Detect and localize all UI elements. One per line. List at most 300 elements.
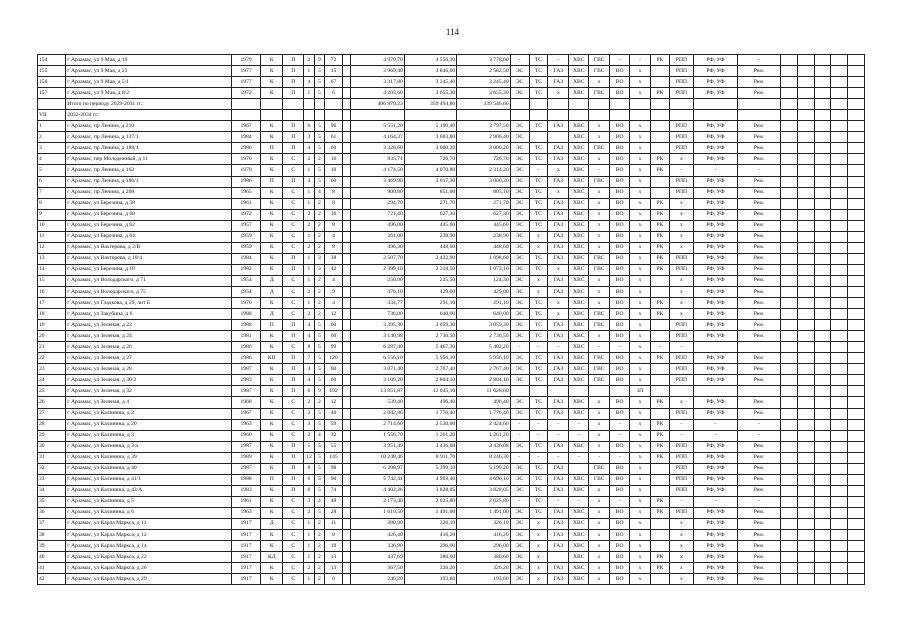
empty-cell [797,309,814,320]
cell-s8 [651,66,670,77]
empty-cell [780,507,797,518]
empty-cell [848,231,865,242]
cell-s1: ЭС [510,574,529,585]
empty-cell [780,66,797,77]
empty-cell [780,375,797,386]
empty-cell [342,309,350,320]
cell-s10: РФ, УФ [693,253,737,264]
cell-addr: г Арзамас, ул Володарского, д 71 [66,275,232,286]
cell-n: 26 [38,397,66,408]
empty-cell [848,541,865,552]
cell-s6: ВО [610,518,630,529]
empty-cell [630,110,651,121]
cell-s10: РФ, УФ [693,286,737,297]
cell-s10: РФ, УФ [693,176,737,187]
empty-cell [780,231,797,242]
cell-s1: ЭС [510,88,529,99]
cell-s5: ГВС [589,474,610,485]
empty-cell [814,485,831,496]
empty-cell [814,275,831,286]
empty-cell [814,231,831,242]
empty-cell [831,187,848,198]
cell-s1: ЭС [510,242,529,253]
empty-cell [797,88,814,99]
cell-e: 5 [314,132,324,143]
cell-year: 1981 [231,331,260,342]
empty-cell [831,331,848,342]
empty-cell [342,110,350,121]
cell-v2: 2 804,10 [404,375,456,386]
cell-addr: г Арзамас, ул Калинина, д 5 [66,496,232,507]
empty-cell [814,331,831,342]
empty-cell [848,331,865,342]
cell-s4: - [569,430,589,441]
cell-n: 2 [38,132,66,143]
empty-cell [831,419,848,430]
cell-s10: РФ, УФ [693,275,737,286]
cell-addr: г Арзамас, пр Ленина, д 186/1 [66,176,232,187]
table-row [38,452,865,463]
empty-cell [831,209,848,220]
empty-cell [797,353,814,364]
cell-s4: ХВС [569,143,589,154]
table-row [38,331,865,342]
empty-cell [797,231,814,242]
table-row [38,541,865,552]
cell-s9: х [669,198,693,209]
cell-s7: х [630,441,651,452]
empty-cell [848,507,865,518]
cell-s11: Рем. [738,209,781,220]
cell-s4: ХВС [569,132,589,143]
cell-s11: - [738,430,781,441]
cell-n: 11 [38,231,66,242]
cell-s1: ЭС [510,474,529,485]
empty-cell [797,530,814,541]
table-row [38,474,865,485]
empty-cell [780,209,797,220]
empty-cell [814,386,831,397]
cell-m: К [261,375,283,386]
cell-s5: х [589,441,610,452]
empty-cell [780,132,797,143]
empty-cell [848,320,865,331]
cell-s9: - [669,165,693,176]
cell-s8 [651,574,670,585]
cell-s11: Рем. [738,242,781,253]
cell-a: 8 [325,187,343,198]
cell-year: 1986 [231,176,260,187]
cell-s7: х [630,452,651,463]
cell-f: 2 [304,309,314,320]
cell-s8: РК [651,198,670,209]
cell-s2: х [529,286,548,297]
cell-s4: ХВС [569,541,589,552]
empty-cell [342,77,350,88]
cell-s1: ЭС [510,541,529,552]
cell-s1: ЭС [510,309,529,320]
cell-s7: х [630,485,651,496]
cell-s3 [548,552,569,563]
cell-a: 13 [325,552,343,563]
cell-s7: х [630,518,651,529]
cell-n: 7 [38,187,66,198]
empty-cell [848,408,865,419]
cell-s1: ЭС [510,485,529,496]
cell-a: 10 [325,165,343,176]
cell-addr: г Арзамас, ул Володарского, д 75 [66,286,232,297]
cell-s9: х [669,298,693,309]
empty-cell [831,463,848,474]
empty-cell [797,541,814,552]
empty-cell [797,110,814,121]
cell-s5: ГВС [589,320,610,331]
empty-cell [848,286,865,297]
cell-f: 2 [304,242,314,253]
cell-t: С [283,530,304,541]
cell-m: К [261,530,283,541]
cell-s3: ГАЗ [548,364,569,375]
empty-cell [831,154,848,165]
cell-year: 1989 [231,452,260,463]
cell-s2: ТС [529,507,548,518]
cell-s3: - [548,496,569,507]
empty-cell [510,99,529,110]
cell-a: 60 [325,331,343,342]
cell-m: П [261,320,283,331]
cell-s8: РК [651,507,670,518]
cell-t: П [283,320,304,331]
cell-year: 1987 [231,386,260,397]
empty-cell [831,441,848,452]
page-number: 114 [445,27,460,37]
cell-v2: 5 956,10 [404,353,456,364]
cell-m: К [261,485,283,496]
cell-s5: ГВС [589,463,610,474]
cell-m: К [261,132,283,143]
cell-s6: ВО [610,187,630,198]
cell-v1: 6 208,97 [351,463,404,474]
empty-cell [814,253,831,264]
cell-s1: ЭС [510,66,529,77]
cell-s5: ГВС [589,66,610,77]
cell-s3: ГАЗ [548,231,569,242]
cell-m: К [261,419,283,430]
cell-m: К [261,165,283,176]
empty-cell [610,99,630,110]
cell-v1: 2 399,10 [351,264,404,275]
cell-addr: г Арзамас, ул Зеленая, д 4 [66,397,232,408]
cell-n: 42 [38,574,66,585]
cell-s9: - [669,419,693,430]
cell-s4: ХВС [569,320,589,331]
cell-addr: г Арзамас, пер Молодежный, д 11 [66,154,232,165]
empty-cell [342,518,350,529]
empty-cell [797,275,814,286]
cell-s3: ГАЗ [548,209,569,220]
cell-s8 [651,518,670,529]
cell-s7: х [630,353,651,364]
cell-s11: Рем. [738,77,781,88]
cell-a: 4 [325,231,343,242]
cell-year: 1917 [231,552,260,563]
cell-s2: ТС [529,121,548,132]
cell-s8: РК [651,154,670,165]
cell-s8: РК [651,397,670,408]
cell-v1: 367,50 [351,563,404,574]
cell-s7: х [630,132,651,143]
cell-e: 2 [314,154,324,165]
cell-s2: ТС [529,364,548,375]
empty-cell [342,286,350,297]
cell-s8 [651,530,670,541]
table-row [38,364,865,375]
empty-cell [780,530,797,541]
cell-e: 5 [314,375,324,386]
table-row [38,143,865,154]
cell-f: 4 [304,375,314,386]
cell-s7: х [630,275,651,286]
cell-s1: ЭС [510,408,529,419]
cell-v3: 1 073,10 [457,264,510,275]
cell-s6: ВО [610,441,630,452]
cell-s9: х [669,275,693,286]
cell-s10 [693,342,737,353]
cell-s8 [651,485,670,496]
cell-t: П [283,452,304,463]
empty-cell [342,574,350,585]
cell-n: 18 [38,309,66,320]
cell-a: 60 [325,364,343,375]
cell-a: 16 [325,209,343,220]
cell-addr: г Арзамас, ул 9 Мая, д 23 [66,66,232,77]
cell-s4: ХВС [569,298,589,309]
cell-v1: 380,90 [351,518,404,529]
empty-cell [831,309,848,320]
cell-f: 1 [304,518,314,529]
cell-s9 [669,386,693,397]
cell-v3: 2 804,10 [457,375,510,386]
cell-s6: ВО [610,220,630,231]
cell-m: КП [261,353,283,364]
empty-cell [831,518,848,529]
cell-t: С [283,518,304,529]
cell-e: 5 [314,342,324,353]
cell-s10: РФ, УФ [693,121,737,132]
cell-addr: г Арзамас, ул Березина, д 62 [66,220,232,231]
cell-a: 59 [325,419,343,430]
empty-cell [797,552,814,563]
cell-v2: 3 000,20 [404,143,456,154]
empty-cell [780,187,797,198]
empty-cell [831,88,848,99]
cell-s1: ЭС [510,209,529,220]
cell-e: 5 [314,408,324,419]
cell-s3: ГАЗ [548,220,569,231]
cell-n: 15 [38,275,66,286]
empty-cell [797,574,814,585]
cell-year: 1960 [231,430,260,441]
cell-n: 25 [38,386,66,397]
cell-s4: ХВС [569,77,589,88]
cell-s10: РФ, УФ [693,55,737,66]
empty-cell [797,66,814,77]
cell-t: С [283,298,304,309]
cell-s3: ГАЗ [548,143,569,154]
cell-s3: ГАЗ [548,530,569,541]
cell-a: 8 [325,242,343,253]
cell-m: К [261,88,283,99]
cell-m: К [261,298,283,309]
cell-e: 5 [314,463,324,474]
cell-v1: 437,69 [351,552,404,563]
cell-s10: РФ, УФ [693,242,737,253]
cell-s5: х [589,154,610,165]
cell-year: 1957 [231,220,260,231]
empty-cell [589,110,610,121]
cell-s3: ГАЗ [548,154,569,165]
empty-cell [831,574,848,585]
cell-s11: Рем. [738,88,781,99]
cell-t: С [283,309,304,320]
table-body [38,55,865,585]
cell-s2: ТС [529,441,548,452]
cell-s4: ХВС [569,408,589,419]
cell-m: К [261,331,283,342]
empty-cell [814,165,831,176]
cell-n: 1 [38,121,66,132]
empty-cell [814,342,831,353]
cell-s5: х [589,220,610,231]
cell-t: С [283,286,304,297]
cell-v1: 4 164,37 [351,132,404,143]
empty-cell [342,507,350,518]
cell-f: 2 [304,154,314,165]
cell-s2: ТС [529,408,548,419]
cell-s4: ХВС [569,209,589,220]
cell-a: 4 [325,298,343,309]
cell-year: 1967 [231,121,260,132]
cell-v1: 496,00 [351,220,404,231]
cell-v1: 334,77 [351,298,404,309]
cell-s5: х [589,77,610,88]
cell-f: 1 [304,187,314,198]
cell-s10: РФ, УФ [693,441,737,452]
cell-s4: - [569,452,589,463]
cell-v3: 8 246,30 [457,452,510,463]
empty-cell [780,518,797,529]
cell-s4: ХВС [569,88,589,99]
cell-v2: 2 767,40 [404,364,456,375]
empty-cell [780,220,797,231]
empty-cell [797,55,814,66]
cell-e: 2 [314,242,324,253]
table-row [38,386,865,397]
cell-f: 2 [304,408,314,419]
cell-v2: 5 399,10 [404,463,456,474]
cell-s3: - [548,419,569,430]
cell-s4: ХВС [569,55,589,66]
cell-f: 3 [304,419,314,430]
cell-v2: 2 530,00 [404,419,456,430]
cell-e: 5 [314,364,324,375]
cell-year: 1984 [231,253,260,264]
cell-s1: ЭС [510,154,529,165]
cell-m: К [261,121,283,132]
cell-e: 5 [314,320,324,331]
cell-s4: ХВС [569,253,589,264]
empty-cell [38,99,66,110]
cell-s11: Рем. [738,176,781,187]
cell-s8 [651,386,670,397]
cell-a: 60 [325,143,343,154]
cell-n: 16 [38,286,66,297]
cell-s4: ХВС [569,353,589,364]
cell-s5: ГВС [589,143,610,154]
cell-a: 61 [325,132,343,143]
cell-s6: - [610,55,630,66]
cell-n: 14 [38,264,66,275]
empty-cell [831,121,848,132]
cell-s1: ЭС [510,441,529,452]
cell-s10: РФ, УФ [693,231,737,242]
cell-s5 [589,386,610,397]
empty-cell [342,187,350,198]
cell-s9: х [669,518,693,529]
cell-s7: х [630,419,651,430]
cell-s8 [651,331,670,342]
cell-s10: РФ, УФ [693,143,737,154]
cell-s11: Рем. [738,309,781,320]
empty-cell [342,121,350,132]
cell-v3: 2 767,40 [457,364,510,375]
empty-cell [797,286,814,297]
cell-s2: х [529,574,548,585]
empty-cell [797,430,814,441]
cell-s3: ГАЗ [548,375,569,386]
empty-cell [814,364,831,375]
cell-s6: ВО [610,66,630,77]
empty-cell [797,320,814,331]
empty-cell [342,496,350,507]
cell-s2: ТС [529,66,548,77]
cell-s2: ТС [529,353,548,364]
cell-s10: РФ, УФ [693,154,737,165]
cell-s8 [651,143,670,154]
cell-n: 8 [38,198,66,209]
cell-s11: Рем. [738,408,781,419]
cell-s2: ТС [529,187,548,198]
cell-t: С [283,231,304,242]
cell-s3: ГАЗ [548,408,569,419]
empty-cell [814,574,831,585]
cell-t: П [283,253,304,264]
cell-s5: х [589,298,610,309]
cell-t: П [283,77,304,88]
cell-v1: 2 507,70 [351,253,404,264]
cell-s7: х [630,209,651,220]
table-row [38,154,865,165]
cell-e: 5 [314,419,324,430]
cell-s1: ЭС [510,286,529,297]
cell-s5: ГВС [589,253,610,264]
cell-s7: х [630,66,651,77]
cell-n: 22 [38,353,66,364]
cell-a: 40 [325,408,343,419]
cell-t: С [283,541,304,552]
cell-s4: ХВС [569,242,589,253]
cell-s7: х [630,121,651,132]
